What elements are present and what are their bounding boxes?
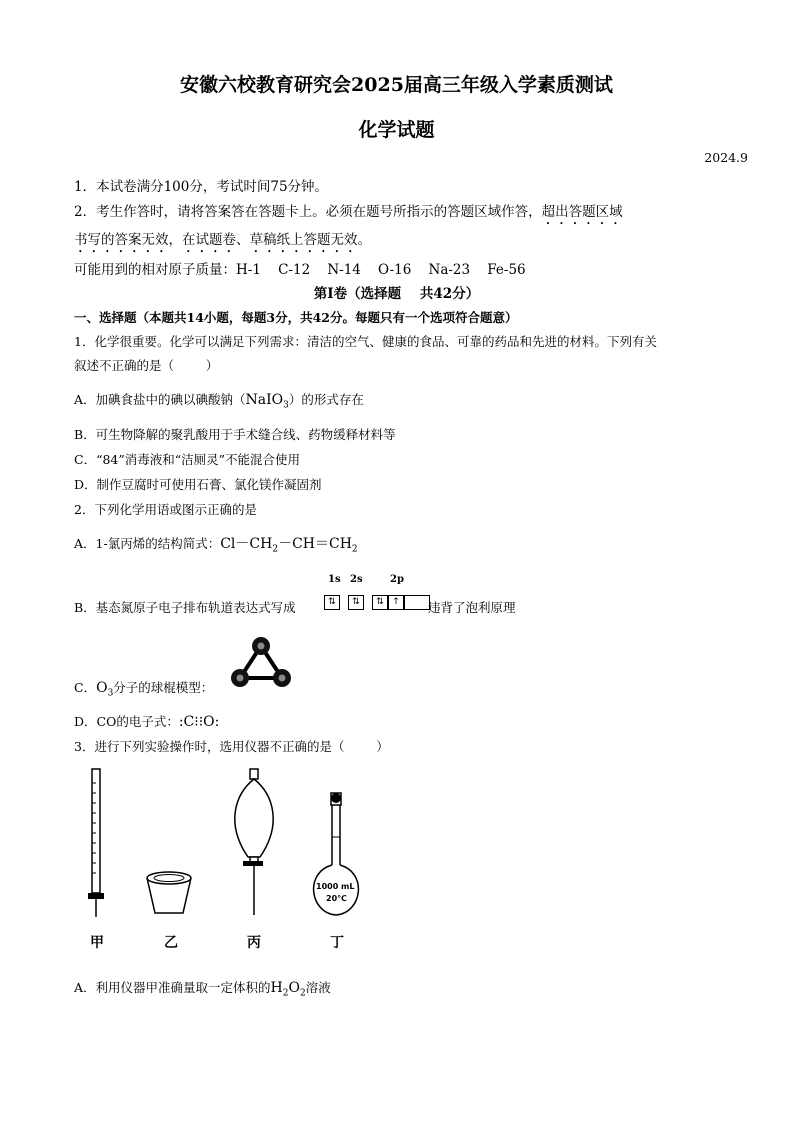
orbital-label-2s: 2s <box>350 574 363 585</box>
label-ding: 丁 <box>330 935 344 951</box>
note-1: 1．本试卷满分100分，考试时间75分钟。 <box>74 179 329 195</box>
crucible-icon <box>147 872 191 913</box>
note-2-emphasis-cont: 书写的答案无效，在试题卷、草稿纸上答题无效 <box>74 232 358 248</box>
label-bing: 丙 <box>247 935 261 951</box>
section-instruction: 一、选择题（本题共14小题，每题3分，共42分。每题只有一个选项符合题意） <box>74 310 518 325</box>
q2-option-a: A．1-氯丙烯的结构简式：$Cl-CH_2-CH=CH_2$ <box>74 536 358 555</box>
burette-icon <box>88 769 104 917</box>
q1-stem-line-1: 1．化学很重要。化学可以满足下列需求：清洁的空气、健康的食品、可靠的药品和先进的材料。下列有关 <box>74 334 657 349</box>
q1-option-c: C．“84”消毒液和“洁厕灵”不能混合使用 <box>74 452 301 467</box>
atomic-masses: 可能用到的相对原子质量：H-1 C-12 N-14 O-16 Na-23 Fe-56 <box>74 262 526 278</box>
orbital-label-1s: 1s <box>328 574 341 585</box>
note-2-end: 。 <box>357 232 371 248</box>
separatory-funnel-icon <box>235 769 273 915</box>
q2-option-c: C．$O_3$分子的球棍模型： <box>74 680 214 699</box>
q1-stem-line-2: 叙述不正确的是（ ） <box>74 358 219 373</box>
section-title: 第Ⅰ卷（选择题 共42分） <box>313 286 480 302</box>
note-2-text: 2．考生作答时，请将答案答在答题卡上。必须在题号所指示的答题区域作答， <box>74 204 542 220</box>
orbital-label-2p: 2p <box>390 574 404 585</box>
orbital-box-2s: ⇅ <box>348 592 364 611</box>
orbital-diagram <box>318 574 426 614</box>
exam-date: 2024.9 <box>704 150 748 165</box>
q3-stem: 3．进行下列实验操作时，选用仪器不正确的是（ ） <box>74 739 389 754</box>
flask-temp-label: 20℃ <box>326 894 347 903</box>
q1-option-d: D．制作豆腐时可使用石膏、氯化镁作凝固剂 <box>74 477 322 492</box>
ozone-ball-stick-model <box>230 634 292 690</box>
q1-option-b: B．可生物降解的聚乳酸用于手术缝合线、药物缓释材料等 <box>74 427 396 442</box>
orbital-box-1s: ⇅ <box>324 592 340 611</box>
label-jia: 甲 <box>90 935 104 951</box>
q1-option-a: A．加碘食盐中的碘以碘酸钠（NaIO$_3$）的形式存在 <box>74 392 364 411</box>
flask-volume-label: 1000 mL <box>316 882 355 891</box>
subject-title: 化学试题 <box>358 119 435 141</box>
q2-option-b-suffix: 违背了泡利原理 <box>428 600 516 615</box>
q2-stem: 2．下列化学用语或图示正确的是 <box>74 502 257 517</box>
label-yi: 乙 <box>164 935 178 951</box>
exam-title: 安徽六校教育研究会2025届高三年级入学素质测试 <box>180 74 613 96</box>
q2-option-d: D．CO的电子式：:C⁝⁝O: <box>74 714 220 730</box>
note-2-emphasis: 超出答题区域 <box>541 204 623 220</box>
q3-option-a: A．利用仪器甲准确量取一定体积的$H_2O_2$溶液 <box>74 980 331 999</box>
orbital-boxes-2p: ⇅ ↑ <box>372 592 430 611</box>
note-2-line-2 <box>74 228 371 256</box>
note-2-line-1 <box>74 200 623 228</box>
q2-option-b-prefix: B．基态氮原子电子排布轨道表达式写成 <box>74 600 296 615</box>
